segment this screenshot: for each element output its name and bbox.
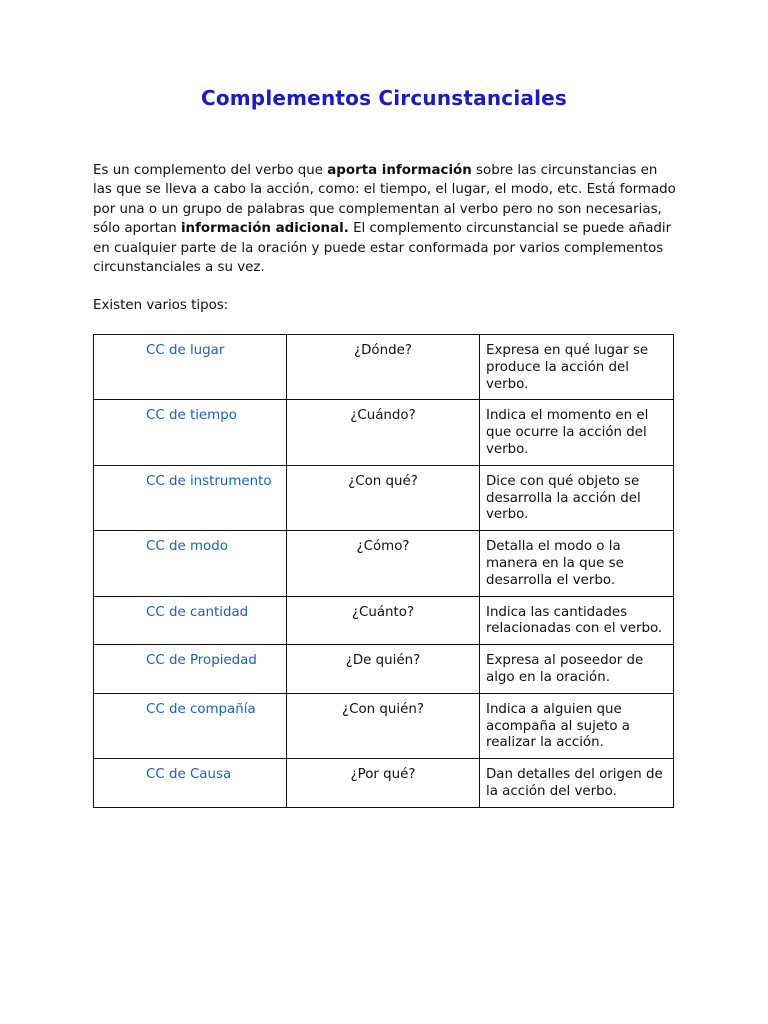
table-row — [94, 335, 674, 400]
complements-table — [93, 334, 674, 808]
cc-description-cell: Dan detalles del origen de la acción del verbo. — [480, 759, 674, 808]
cc-name-cell: CC de Causa — [94, 759, 287, 808]
intro-text-part2: sobre las circunstancias en las que se lleva a cabo la acción, como: el tiempo, el lugar, el modo, etc. Está formado por una o un grupo de palabras que complementan al verbo pero no son necesarias, sólo aportan — [93, 163, 676, 237]
table-row — [94, 693, 674, 758]
cc-description-cell: Indica las cantidades relacionadas con el verbo. — [480, 596, 674, 645]
intro-text-part3: El complemento circunstancial se puede añadir en cualquier parte de la oración y puede estar conformada por varios complementos circunstanciales a su vez. — [93, 221, 672, 276]
cc-name-cell: CC de compañía — [94, 693, 287, 758]
cc-question-cell: ¿Por qué? — [287, 759, 480, 808]
cc-description-cell: Dice con qué objeto se desarrolla la acción del verbo. — [480, 465, 674, 530]
table-row — [94, 531, 674, 596]
table-row — [94, 465, 674, 530]
table-row — [94, 400, 674, 465]
types-intro: Existen varios tipos: — [93, 298, 229, 313]
cc-description-cell: Expresa al poseedor de algo en la oración. — [480, 645, 674, 694]
document-title: Complementos Circunstanciales — [200, 86, 568, 110]
cc-question-cell: ¿Con quién? — [287, 693, 480, 758]
cc-description-cell: Expresa en qué lugar se produce la acción del verbo. — [480, 335, 674, 400]
cc-name-cell: CC de tiempo — [94, 400, 287, 465]
intro-paragraph — [93, 161, 677, 277]
cc-question-cell: ¿De quién? — [287, 645, 480, 694]
cc-name-cell: CC de Propiedad — [94, 645, 287, 694]
cc-question-cell: ¿Cómo? — [287, 531, 480, 596]
cc-description-cell: Detalla el modo o la manera en la que se desarrolla el verbo. — [480, 531, 674, 596]
table-row — [94, 596, 674, 645]
cc-question-cell: ¿Cuánto? — [287, 596, 480, 645]
cc-name-cell: CC de lugar — [94, 335, 287, 400]
cc-name-cell: CC de modo — [94, 531, 287, 596]
cc-question-cell: ¿Con qué? — [287, 465, 480, 530]
intro-text-part1: Es un complemento del verbo que — [93, 163, 328, 178]
cc-question-cell: ¿Cuándo? — [287, 400, 480, 465]
cc-name-cell: CC de instrumento — [94, 465, 287, 530]
intro-bold-aporta-informacion: aporta información — [327, 163, 472, 178]
intro-bold-informacion-adicional: información adicional. — [180, 221, 349, 237]
cc-description-cell: Indica el momento en el que ocurre la acción del verbo. — [480, 400, 674, 465]
cc-question-cell: ¿Dónde? — [287, 335, 480, 400]
table-row — [94, 759, 674, 808]
table-row — [94, 645, 674, 694]
cc-name-cell: CC de cantidad — [94, 596, 287, 645]
cc-description-cell: Indica a alguien que acompaña al sujeto a realizar la acción. — [480, 693, 674, 758]
